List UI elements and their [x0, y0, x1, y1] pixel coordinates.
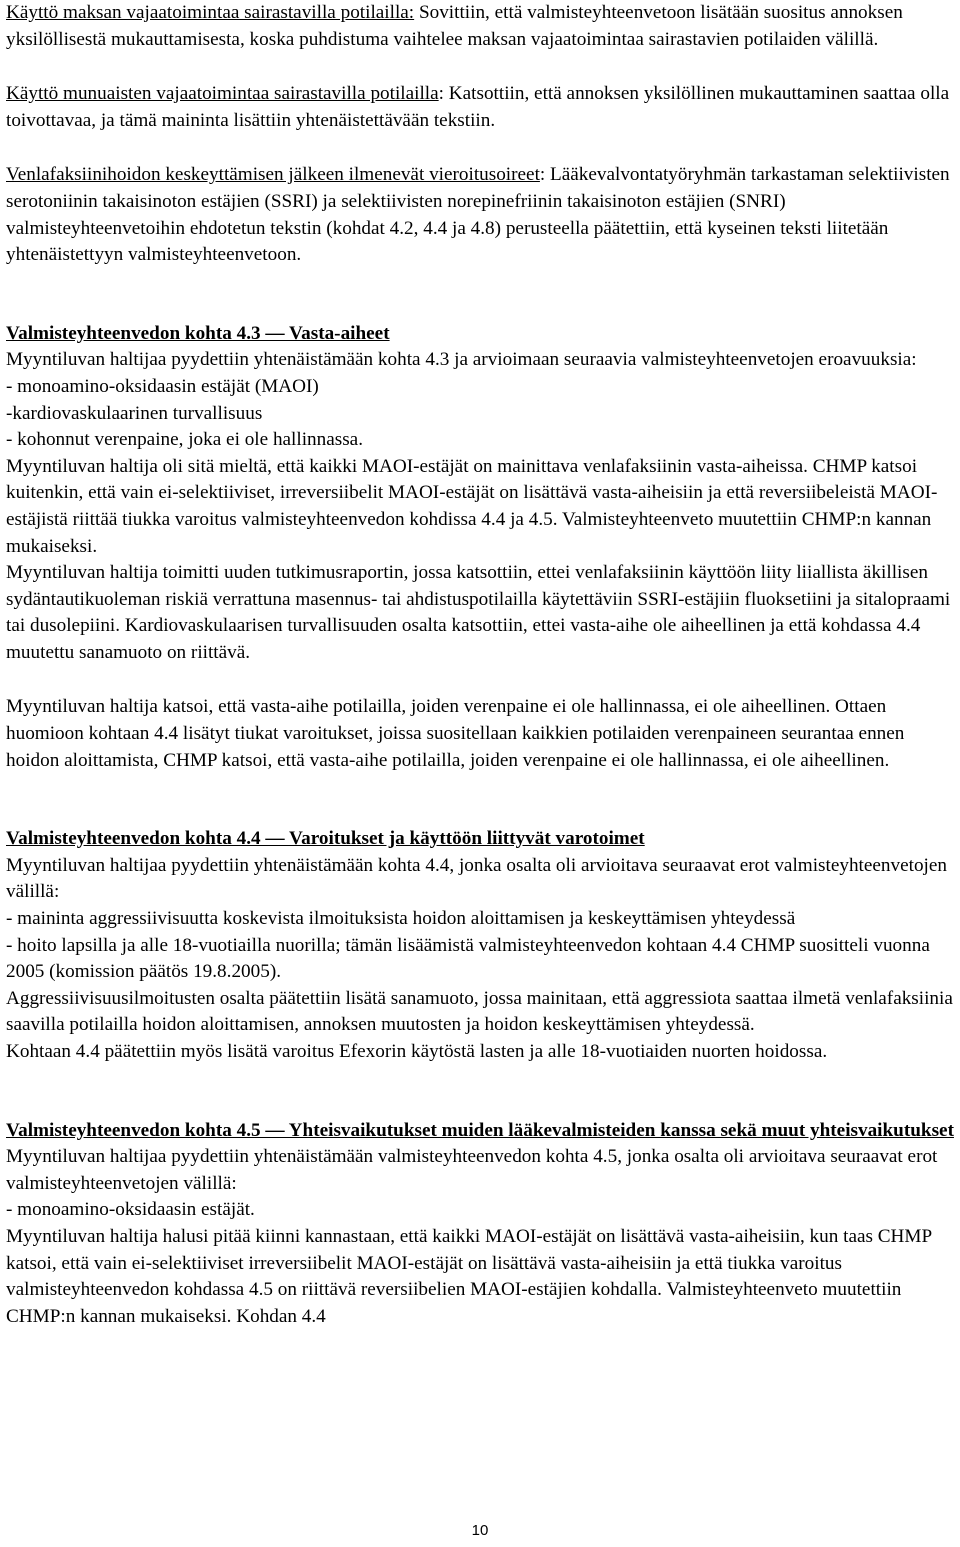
section-line: Myyntiluvan haltijaa pyydettiin yhtenäistämään kohta 4.4, jonka osalta oli arvioitava seuraavat erot valmisteyhteenvetojen välillä: — [6, 854, 947, 903]
document-page — [6, 0, 956, 1330]
section-line: Myyntiluvan haltija toimitti uuden tutkimusraportin, jossa katsottiin, ettei venlafaksiinin käyttöön liity liiallista äkillisen sydäntautikuoleman riskiä verrattuna masennus- tai ahdistuspotilailla käytettäviin SSRI-estäjiin fluoksetiini ja sitalopraami tai dusolepiini. Kardiovaskulaarisen turvallisuuden osalta katsottiin, ettei vasta-aihe ole aiheellinen ja että kohdassa 4.4 muutettu sanamuoto on riittävä. — [6, 562, 951, 663]
section-line: Aggressiivisuusilmoitusten osalta päätettiin lisätä sanamuoto, jossa mainitaan, että aggressiota saattaa ilmetä venlafaksiinia saavilla potilailla hoidon aloittamisen, annoksen muutosten ja hoidon keskeyttämisen yhteydessä. — [6, 987, 953, 1036]
spacer — [6, 53, 956, 81]
paragraph-withdrawal — [6, 162, 956, 268]
spacer — [6, 666, 956, 694]
section-line: Myyntiluvan haltijaa pyydettiin yhtenäistämään valmisteyhteenvedon kohta 4.5, jonka osalta oli arvioitava seuraavat erot valmisteyhteenvetojen välillä: — [6, 1146, 938, 1194]
section-heading-4-3: Valmisteyhteenvedon kohta 4.3 — Vasta-aiheet — [6, 322, 390, 344]
section-line: Myyntiluvan haltija halusi pitää kiinni kannastaan, että kaikki MAOI-estäjät on lisättävä vasta-aiheisiin, kun taas CHMP katsoi, että vain ei-selektiiviset irreversiibelit MAOI-estäjät on lisättävä vasta-aiheisiin ja että tiukka varoitus valmisteyhteenvedon kohdassa 4.5 on riittävä reversiibelien MAOI-estäjien kohdalla. Valmisteyhteenveto muutettiin CHMP:n kannan mukaiseksi. Kohdan 4.4 — [6, 1225, 932, 1327]
section-line: Kohtaan 4.4 päätettiin myös lisätä varoitus Efexorin käytöstä lasten ja alle 18-vuotiaiden nuorten hoidossa. — [6, 1041, 828, 1062]
paragraph-text: Sovittiin, että valmisteyhteenvetoon lisätään suositus annoksen yksilöllisestä mukauttamisesta, koska puhdistuma vaihtelee maksan vajaatoimintaa sairastavien potilaiden välillä. — [6, 2, 903, 50]
paragraph-text: : Lääkevalvontatyöryhmän tarkastaman selektiivisten serotoniinin takaisinoton estäjien (SSRI) ja selektiivisten norepinefriinin takaisinoton estäjien (SNRI) valmisteyhteenvetoihin ehdotetun tekstin (kohdat 4.2, 4.4 ja 4.8) perusteella päätettiin, että kyseinen teksti liitetään yhtenäistettyyn valmisteyhteenvetoon. — [6, 164, 950, 266]
list-item: - hoito lapsilla ja alle 18-vuotiailla nuorilla; tämän lisäämistä valmisteyhteenvedon kohtaan 4.4 CHMP suositteli vuonna 2005 (komission päätös 19.8.2005). — [6, 934, 930, 983]
section-line: Myyntiluvan haltijaa pyydettiin yhtenäistämään kohta 4.3 ja arvioimaan seuraavia valmisteyhteenvetojen eroavuuksia: — [6, 349, 917, 371]
paragraph-label: Käyttö maksan vajaatoimintaa sairastavilla potilailla: — [6, 2, 415, 23]
page-number: 10 — [471, 1522, 489, 1539]
paragraph-text: : Katsottiin, että annoksen yksilöllinen mukauttaminen saattaa olla toivottavaa, ja tämä maininta lisättiin yhtenäistettävään tekstiin. — [6, 83, 950, 131]
list-item: - monoamino-oksidaasin estäjät. — [6, 1199, 255, 1221]
spacer — [6, 269, 956, 321]
section-line: Myyntiluvan haltija oli sitä mieltä, että kaikki MAOI-estäjät on mainittava venlafaksiinin vasta-aiheissa. CHMP katsoi kuitenkin, että vain ei-selektiiviset, irreversiibelit MAOI-estäjät on lisättävä vasta-aiheisiin ja että reversiibeleistä MAOI-estäjistä riittää tiukka varoitus valmisteyhteenvedon kohdissa 4.4 ja 4.5. Valmisteyhteenveto muutettiin CHMP:n kannan mukaiseksi. — [6, 455, 938, 557]
paragraph-kidney — [6, 81, 956, 134]
spacer — [6, 774, 956, 826]
spacer — [6, 1066, 956, 1118]
paragraph-liver — [6, 0, 956, 53]
list-item: -kardiovaskulaarinen turvallisuus — [6, 402, 263, 424]
section-line: Myyntiluvan haltija katsoi, että vasta-aihe potilailla, joiden verenpaine ei ole hallinnassa, ei ole aiheellinen. Ottaen huomioon kohtaan 4.4 lisätyt tiukat varoitukset, joissa suositellaan kaikkien potilaiden verenpaineen seurantaa ennen hoidon aloittamista, CHMP katsoi, että vasta-aihe potilailla, joiden verenpaine ei ole hallinnassa, ei ole aiheellinen. — [6, 696, 905, 771]
spacer — [6, 134, 956, 162]
paragraph-label: Käyttö munuaisten vajaatoimintaa sairastavilla potilailla — [6, 83, 439, 105]
list-item: - maininta aggressiivisuutta koskevista ilmoituksista hoidon aloittamisen ja keskeyttämisen yhteydessä — [6, 908, 796, 930]
list-item: - monoamino-oksidaasin estäjät (MAOI) — [6, 375, 319, 397]
paragraph-label: Venlafaksiinihoidon keskeyttämisen jälkeen ilmenevät vieroitusoireet — [6, 164, 540, 186]
list-item: - kohonnut verenpaine, joka ei ole hallinnassa. — [6, 429, 363, 451]
section-heading-4-4: Valmisteyhteenvedon kohta 4.4 — Varoitukset ja käyttöön liittyvät varotoimet — [6, 828, 645, 850]
section-heading-4-5: Valmisteyhteenvedon kohta 4.5 — Yhteisvaikutukset muiden lääkevalmisteiden kanssa sekä muut yhteisvaikutukset — [6, 1119, 954, 1141]
